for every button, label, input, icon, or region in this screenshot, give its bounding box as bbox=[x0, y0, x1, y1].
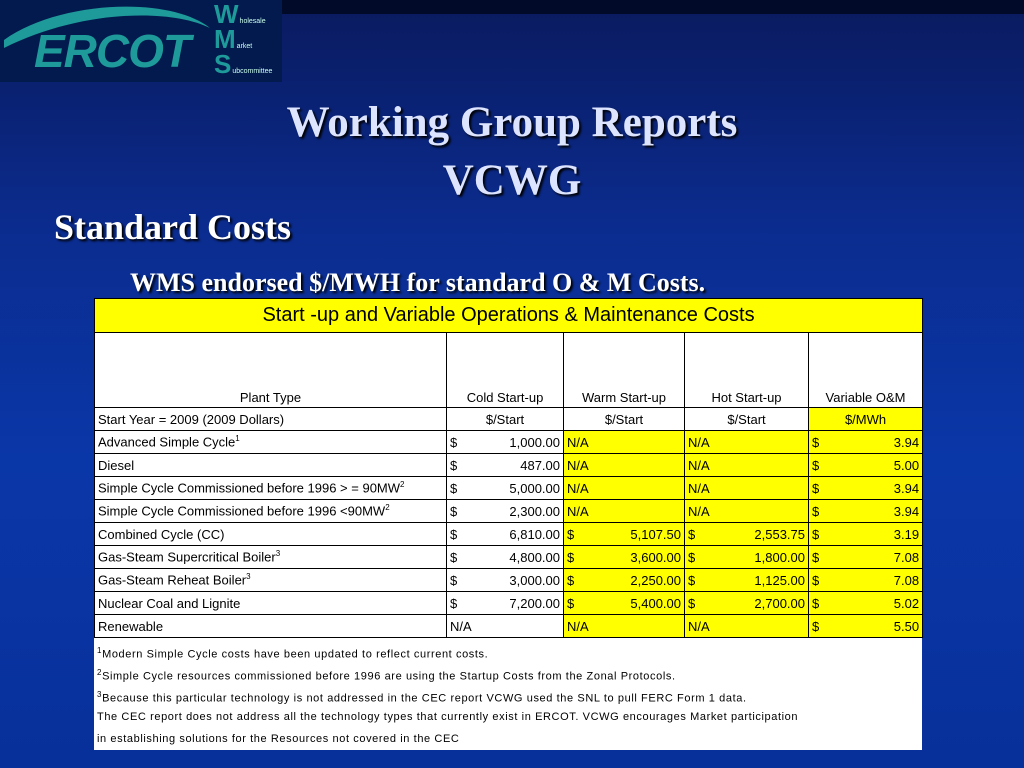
table-row bbox=[95, 431, 923, 454]
footnote-text: Because this particular technology is not addressed in the CEC report VCWG used the SNL to pull FERC Form 1 data. bbox=[102, 692, 747, 705]
plant-type-cell bbox=[95, 592, 447, 615]
table-row bbox=[95, 569, 923, 592]
amount-value: 5,400.00 bbox=[630, 595, 681, 611]
warm-startup-cell bbox=[564, 454, 685, 477]
currency-symbol: $ bbox=[688, 572, 696, 588]
na-value: N/A bbox=[688, 480, 710, 496]
footnote-number: 2 bbox=[97, 668, 103, 677]
amount-value: 7.08 bbox=[893, 549, 920, 565]
hot-startup-cell bbox=[685, 454, 809, 477]
amount-value: 5.02 bbox=[893, 595, 920, 611]
cold-startup-cell bbox=[447, 546, 564, 569]
currency-symbol: $ bbox=[450, 572, 458, 588]
currency-symbol: $ bbox=[688, 595, 696, 611]
footnote-number: 3 bbox=[97, 690, 103, 699]
units-cold: $/Start bbox=[447, 408, 564, 431]
plant-name: Renewable bbox=[98, 618, 164, 634]
amount-value: 5,107.50 bbox=[630, 526, 681, 542]
plant-name: Simple Cycle Commissioned before 1996 <90MW bbox=[98, 503, 386, 519]
units-warm: $/Start bbox=[564, 408, 685, 431]
hot-startup-cell bbox=[685, 477, 809, 500]
na-value: N/A bbox=[567, 480, 589, 496]
na-value: N/A bbox=[567, 503, 589, 519]
warm-startup-cell bbox=[564, 546, 685, 569]
footnote-text: in establishing solutions for the Resources not covered in the CEC bbox=[97, 733, 460, 745]
col-plant-type: Plant Type bbox=[95, 333, 447, 408]
currency-symbol: $ bbox=[450, 503, 458, 519]
variable-om-cell bbox=[809, 592, 923, 615]
amount-value: 1,000.00 bbox=[509, 434, 560, 450]
currency-symbol: $ bbox=[812, 595, 820, 611]
plant-name: Advanced Simple Cycle bbox=[98, 434, 236, 450]
warm-startup-cell bbox=[564, 615, 685, 638]
amount-value: 2,553.75 bbox=[754, 526, 805, 542]
currency-symbol: $ bbox=[688, 526, 696, 542]
footnote-number: 1 bbox=[97, 646, 103, 655]
plant-type-cell bbox=[95, 431, 447, 454]
costs-table bbox=[94, 298, 923, 638]
amount-value: 5.50 bbox=[893, 618, 920, 634]
currency-symbol: $ bbox=[450, 457, 458, 473]
cold-startup-cell bbox=[447, 523, 564, 546]
currency-symbol: $ bbox=[567, 549, 575, 565]
footnote-ref: 2 bbox=[400, 480, 405, 490]
cold-startup-cell bbox=[447, 431, 564, 454]
currency-symbol: $ bbox=[450, 480, 458, 496]
currency-symbol: $ bbox=[567, 595, 575, 611]
warm-startup-cell bbox=[564, 569, 685, 592]
cold-startup-cell bbox=[447, 477, 564, 500]
amount-value: 1,800.00 bbox=[754, 549, 805, 565]
amount-value: 5.00 bbox=[893, 457, 920, 473]
plant-type-cell bbox=[95, 454, 447, 477]
na-value: N/A bbox=[567, 434, 589, 450]
table-row bbox=[95, 592, 923, 615]
amount-value: 6,810.00 bbox=[509, 526, 560, 542]
currency-symbol: $ bbox=[450, 549, 458, 565]
variable-om-cell bbox=[809, 615, 923, 638]
amount-value: 2,700.00 bbox=[754, 595, 805, 611]
footnote-line bbox=[94, 662, 922, 684]
footnote-ref: 3 bbox=[246, 572, 251, 582]
na-value: N/A bbox=[688, 503, 710, 519]
footnote-text: Modern Simple Cycle costs have been updated to reflect current costs. bbox=[102, 648, 489, 661]
amount-value: 3,000.00 bbox=[509, 572, 560, 588]
slide-subtitle: Standard Costs bbox=[54, 207, 292, 247]
plant-type-cell bbox=[95, 546, 447, 569]
warm-startup-cell bbox=[564, 477, 685, 500]
currency-symbol: $ bbox=[567, 572, 575, 588]
currency-symbol: $ bbox=[812, 549, 820, 565]
table-row bbox=[95, 523, 923, 546]
slide-title-line1: Working Group Reports bbox=[286, 99, 738, 146]
footnote-ref: 3 bbox=[275, 549, 281, 559]
footnote-line bbox=[94, 640, 922, 662]
endorsement-text: WMS endorsed $/MWH for standard O & M Costs. bbox=[130, 268, 706, 297]
footnotes bbox=[94, 638, 922, 750]
table-row bbox=[95, 477, 923, 500]
plant-name: Combined Cycle (CC) bbox=[98, 526, 225, 542]
table-row bbox=[95, 454, 923, 477]
warm-startup-cell bbox=[564, 592, 685, 615]
variable-om-cell bbox=[809, 546, 923, 569]
variable-om-cell bbox=[809, 569, 923, 592]
logo-m-word: arket bbox=[236, 43, 253, 50]
cold-startup-cell bbox=[447, 454, 564, 477]
footnote-line bbox=[94, 706, 922, 728]
currency-symbol: $ bbox=[812, 526, 820, 542]
footnote-line bbox=[94, 684, 922, 706]
na-value: N/A bbox=[688, 457, 710, 473]
variable-om-cell bbox=[809, 431, 923, 454]
table-row bbox=[95, 500, 923, 523]
variable-om-cell bbox=[809, 454, 923, 477]
ercot-wms-logo bbox=[0, 0, 282, 82]
amount-value: 3.19 bbox=[893, 526, 920, 542]
logo-ercot-text: ERCOT bbox=[34, 25, 190, 77]
amount-value: 7,200.00 bbox=[509, 595, 560, 611]
warm-startup-cell bbox=[564, 431, 685, 454]
col-warm-startup: Warm Start-up bbox=[564, 333, 685, 408]
na-value: N/A bbox=[450, 618, 472, 634]
units-start-year: Start Year = 2009 (2009 Dollars) bbox=[95, 408, 447, 431]
units-hot: $/Start bbox=[685, 408, 809, 431]
plant-type-cell bbox=[95, 523, 447, 546]
footnote-ref: 2 bbox=[385, 503, 390, 513]
hot-startup-cell bbox=[685, 431, 809, 454]
cold-startup-cell bbox=[447, 500, 564, 523]
currency-symbol: $ bbox=[812, 572, 820, 588]
hot-startup-cell bbox=[685, 500, 809, 523]
na-value: N/A bbox=[567, 457, 589, 473]
warm-startup-cell bbox=[564, 500, 685, 523]
plant-type-cell bbox=[95, 615, 447, 638]
amount-value: 3.94 bbox=[893, 503, 920, 519]
currency-symbol: $ bbox=[812, 480, 820, 496]
cold-startup-cell bbox=[447, 592, 564, 615]
hot-startup-cell bbox=[685, 592, 809, 615]
table-row bbox=[95, 546, 923, 569]
plant-name: Gas-Steam Supercritical Boiler bbox=[98, 549, 276, 565]
footnote-ref: 1 bbox=[235, 434, 240, 444]
currency-symbol: $ bbox=[812, 503, 820, 519]
warm-startup-cell bbox=[564, 523, 685, 546]
amount-value: 1,125.00 bbox=[754, 572, 805, 588]
logo-s-word: ubcommittee bbox=[232, 68, 273, 75]
col-variable-om: Variable O&M bbox=[809, 333, 923, 408]
amount-value: 5,000.00 bbox=[509, 480, 560, 496]
amount-value: 2,250.00 bbox=[630, 572, 681, 588]
variable-om-cell bbox=[809, 500, 923, 523]
amount-value: 3.94 bbox=[893, 434, 920, 450]
hot-startup-cell bbox=[685, 615, 809, 638]
hot-startup-cell bbox=[685, 546, 809, 569]
plant-name: Gas-Steam Reheat Boiler bbox=[98, 572, 247, 588]
footnote-text: Simple Cycle resources commissioned before 1996 are using the Startup Costs from the Zonal Protocols. bbox=[102, 670, 676, 683]
amount-value: 3.94 bbox=[893, 480, 920, 496]
plant-type-cell bbox=[95, 500, 447, 523]
hot-startup-cell bbox=[685, 569, 809, 592]
amount-value: 4,800.00 bbox=[509, 549, 560, 565]
currency-symbol: $ bbox=[688, 549, 696, 565]
currency-symbol: $ bbox=[450, 434, 458, 450]
na-value: N/A bbox=[688, 434, 710, 450]
units-var: $/MWh bbox=[809, 408, 923, 431]
logo-s-letter: S bbox=[214, 49, 232, 79]
logo-w-letter: W bbox=[214, 0, 239, 29]
plant-type-cell bbox=[95, 477, 447, 500]
na-value: N/A bbox=[567, 618, 589, 634]
table-row bbox=[95, 615, 923, 638]
amount-value: 2,300.00 bbox=[509, 503, 560, 519]
cold-startup-cell bbox=[447, 569, 564, 592]
costs-table-wrapper bbox=[94, 298, 922, 750]
currency-symbol: $ bbox=[567, 526, 575, 542]
logo-m-letter: M bbox=[214, 24, 236, 54]
currency-symbol: $ bbox=[450, 526, 458, 542]
plant-type-cell bbox=[95, 569, 447, 592]
plant-name: Simple Cycle Commissioned before 1996 > = 90MW bbox=[98, 480, 401, 496]
na-value: N/A bbox=[688, 618, 710, 634]
amount-value: 7.08 bbox=[893, 572, 920, 588]
amount-value: 487.00 bbox=[520, 457, 560, 473]
logo-w-word: holesale bbox=[239, 18, 266, 25]
currency-symbol: $ bbox=[812, 457, 820, 473]
table-header: Start -up and Variable Operations & Maintenance Costs bbox=[95, 299, 923, 333]
slide-title-line2: VCWG bbox=[442, 157, 582, 204]
currency-symbol: $ bbox=[450, 595, 458, 611]
plant-name: Nuclear Coal and Lignite bbox=[98, 595, 241, 611]
variable-om-cell bbox=[809, 523, 923, 546]
currency-symbol: $ bbox=[812, 434, 820, 450]
amount-value: 3,600.00 bbox=[630, 549, 681, 565]
currency-symbol: $ bbox=[812, 618, 820, 634]
variable-om-cell bbox=[809, 477, 923, 500]
plant-name: Diesel bbox=[98, 457, 135, 473]
footnote-text: The CEC report does not address all the technology types that currently exist in ERCOT. VCWG encourages Market participation bbox=[97, 711, 799, 723]
hot-startup-cell bbox=[685, 523, 809, 546]
col-cold-startup: Cold Start-up bbox=[447, 333, 564, 408]
logo-wms bbox=[214, 2, 272, 77]
col-hot-startup: Hot Start-up bbox=[685, 333, 809, 408]
cold-startup-cell bbox=[447, 615, 564, 638]
footnote-line bbox=[94, 728, 922, 750]
